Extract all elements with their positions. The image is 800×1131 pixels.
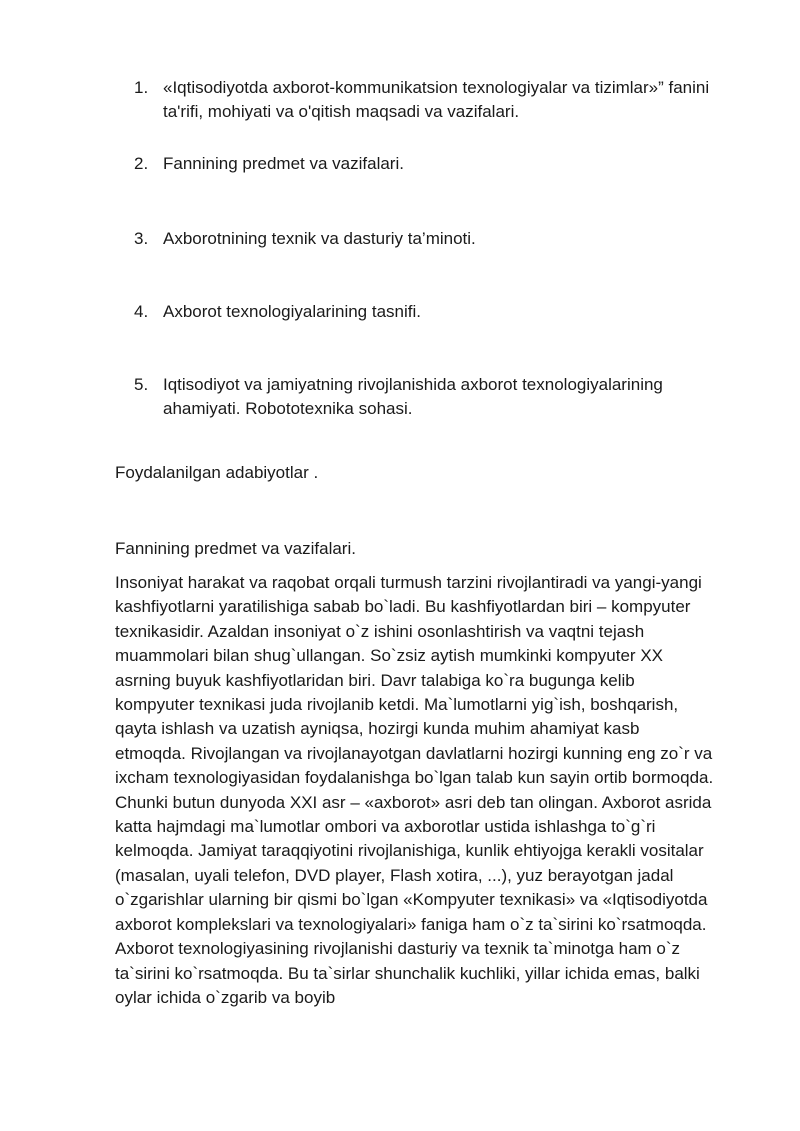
toc-text: Axborot texnologiyalarining tasnifi. xyxy=(163,302,421,321)
toc-text: «Iqtisodiyotda axborot-kommunikatsion texnologiyalar va tizimlar»” fanini ta'rifi, mohiyati va o'qitish maqsadi va vazifalari. xyxy=(163,78,710,121)
toc-text: Iqtisodiyot va jamiyatning rivojlanishida axborot texnologiyalarining ahamiyati. Robototexnika sohasi. xyxy=(163,375,663,418)
toc-item-5 xyxy=(134,373,734,421)
references-heading: Foydalanilgan adabiyotlar . xyxy=(115,463,319,482)
toc-number: 5. xyxy=(134,375,149,394)
toc-number: 4. xyxy=(134,302,149,321)
toc-item-2 xyxy=(134,152,734,176)
toc-number: 1. xyxy=(134,78,149,97)
section-title: Fannining predmet va vazifalari. xyxy=(115,539,356,558)
toc-text: Axborotnining texnik va dasturiy ta’minoti. xyxy=(163,229,476,248)
toc-number: 2. xyxy=(134,154,149,173)
toc-item-4 xyxy=(134,300,734,324)
toc-text: Fannining predmet va vazifalari. xyxy=(163,154,404,173)
toc-item-3 xyxy=(134,227,734,251)
toc-number: 3. xyxy=(134,229,149,248)
body-paragraph: Insoniyat harakat va raqobat orqali turmush tarzini rivojlantiradi va yangi-yangi kashfiyotlarni yaratilishiga sabab bo`ladi. Bu kashfiyotlardan biri – kompyuter texnikasidir. Azaldan insoniyat o`z ishini osonlashtirish va vaqtni tejash muammolari bilan shug`ullangan. So`zsiz aytish mumkinki kompyuter XX asrning buyuk kashfiyotlaridan biri. Davr talabiga ko`ra bugunga kelib kompyuter texnikasi juda rivojlanib ketdi. Ma`lumotlarni yig`ish, boshqarish, qayta ishlash va uzatish ayniqsa, hozirgi kunda muhim ahamiyat kasb etmoqda. Rivojlangan va rivojlanayotgan davlatlarni hozirgi kunning eng zo`r va ixcham texnologiyasidan foydalanishga bo`lgan talab kun sayin ortib bormoqda. Chunki butun dunyoda XXI asr – «axborot» asri deb tan olingan. Axborot asrida katta hajmdagi ma`lumotlar ombori va axborotlar ustida ishlashga to`g`ri kelmoqda. Jamiyat taraqqiyotini rivojlanishiga, kunlik ehtiyojga kerakli vositalar (masalan, uyali telefon, DVD player, Flash xotira, ...), yuz berayotgan jadal o`zgarishlar ularning bir qismi bo`lgan «Kompyuter texnikasi» va «Iqtisodiyotda axborot komplekslari va texnologiyalari» faniga ham o`z ta`sirini ko`rsatmoqda. Axborot texnologiyasining rivojlanishi dasturiy va texnik ta`minotga ham o`z ta`sirini ko`rsatmoqda. Bu ta`sirlar shunchalik kuchliki, yillar ichida emas, balki oylar ichida o`zgarib va boyib xyxy=(115,573,714,1007)
toc-item-1 xyxy=(134,76,734,124)
